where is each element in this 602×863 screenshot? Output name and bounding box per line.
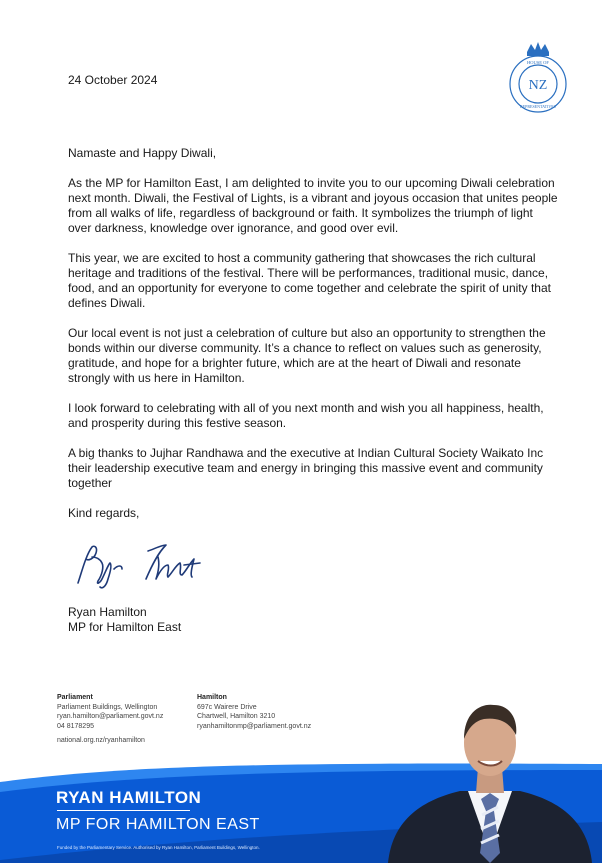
letter-body <box>68 146 558 536</box>
letter-date: 24 October 2024 <box>68 73 158 87</box>
footer-subtitle: MP FOR HAMILTON EAST <box>56 816 260 833</box>
contact-phone: 04 8178295 <box>57 722 94 730</box>
contact-heading: Hamilton <box>197 694 227 701</box>
footer-name: RYAN HAMILTON <box>56 788 202 807</box>
paragraph-2: This year, we are excited to host a community gathering that showcases the rich cultural heritage and traditions of the festival. There will be performances, traditional music, dance, food, and an opportunity for everyone to come together and celebrate the spirit of unity that defines Diwali. <box>68 251 551 310</box>
footer-divider <box>57 810 190 811</box>
footer-footnote: Funded by the Parliamentary Service. Authorised by Ryan Hamilton, Parliament Buildings, Wellington. <box>57 845 260 850</box>
contact-parliament <box>57 693 163 746</box>
contact-city: Chartwell, Hamilton 3210 <box>197 713 276 720</box>
contact-heading: Parliament <box>57 694 93 701</box>
closing: Kind regards, <box>68 506 140 520</box>
contact-email-link[interactable]: ryan.hamilton@parliament.govt.nz <box>57 713 164 720</box>
contact-address: Parliament Buildings, Wellington <box>57 703 158 711</box>
signatory-name: Ryan Hamilton <box>68 605 147 619</box>
greeting: Namaste and Happy Diwali, <box>68 146 217 160</box>
contact-email-link[interactable]: ryanhamiltonmp@parliament.govt.nz <box>197 722 312 730</box>
contact-address: 697c Wairere Drive <box>197 703 257 711</box>
paragraph-5: A big thanks to Jujhar Randhawa and the executive at Indian Cultural Society Waikato Inc their leadership executive team and energy in bringing this massive event and community together <box>68 446 544 490</box>
handwritten-signature <box>66 535 216 591</box>
signatory-title: MP for Hamilton East <box>68 620 182 634</box>
paragraph-3: Our local event is not just a celebration of culture but also an opportunity to strengthen the bonds within our diverse community. It’s a chance to reflect on values such as generosity, gratitude, and hope for a brighter future, which are at the heart of Diwali and resonate strongly with us here in Hamilton. <box>68 326 546 385</box>
website-link[interactable]: national.org.nz/ryanhamilton <box>57 737 145 744</box>
house-of-representatives-crest-icon <box>507 38 569 114</box>
crest-top-text: HOUSE OF <box>527 60 549 65</box>
portrait-photo <box>378 683 602 863</box>
paragraph-1: As the MP for Hamilton East, I am delighted to invite you to our upcoming Diwali celebration next month. Diwali, the Festival of Lights, is a vibrant and joyous occasion that unites people from all walks of life, regardless of background or faith. It symbolizes the triumph of light over darkness, knowledge over ignorance, and good over evil. <box>68 176 558 235</box>
paragraph-4: I look forward to celebrating with all of you next month and wish you all happiness, health, and prosperity during this festive season. <box>68 401 544 430</box>
crest-center-text: NZ <box>528 78 548 93</box>
crest-bottom-text: REPRESENTATIVES <box>520 104 556 109</box>
signatory-block <box>68 605 181 635</box>
contact-hamilton <box>197 693 311 731</box>
